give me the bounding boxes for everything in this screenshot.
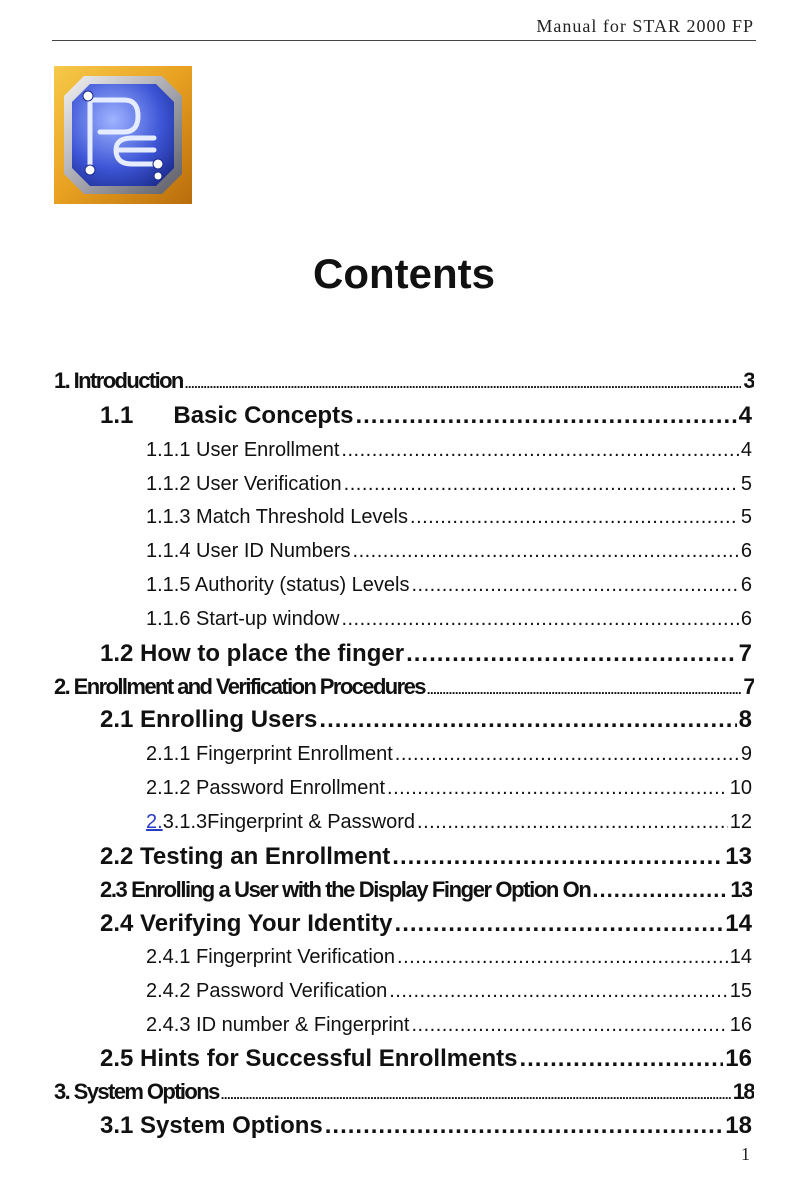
toc-entry[interactable] (146, 811, 752, 834)
toc-entry-link[interactable]: 2. (146, 811, 163, 833)
toc-leader-dots (427, 682, 742, 697)
toc-leader-dots (406, 640, 737, 668)
toc-entry-page: 5 (740, 506, 752, 528)
toc-entry[interactable] (100, 640, 752, 668)
toc-entry-page: 6 (740, 574, 752, 596)
toc-leader-dots (395, 910, 724, 938)
toc-entry-number: 1.1 (100, 402, 134, 429)
toc-leader-dots (355, 402, 736, 430)
toc-leader-dots (221, 1087, 731, 1102)
toc-entry[interactable] (100, 843, 752, 871)
toc-leader-dots (592, 877, 728, 903)
toc-entry-label: 3.1.3Fingerprint & Password (162, 811, 416, 833)
toc-entry-page: 3 (743, 368, 754, 393)
toc-leader-dots (410, 506, 739, 529)
toc-leader-dots (519, 1045, 723, 1073)
toc-entry-label: 2.4.3 ID number & Fingerprint (146, 1014, 410, 1036)
toc-entry[interactable] (100, 706, 752, 734)
toc-entry-label: 1.1.1 User Enrollment (146, 439, 340, 461)
toc-entry-page: 5 (740, 473, 752, 495)
toc-leader-dots (319, 706, 736, 734)
toc-leader-dots (344, 473, 739, 496)
toc-entry[interactable] (54, 1079, 754, 1105)
toc-entry-page: 18 (725, 1112, 752, 1139)
toc-leader-dots (341, 439, 738, 462)
toc-entry-label: 2.4.1 Fingerprint Verification (146, 946, 396, 968)
toc-entry[interactable] (100, 877, 752, 903)
toc-leader-dots (411, 1014, 727, 1037)
toc-entry-page: 16 (725, 1045, 752, 1072)
toc-entry[interactable] (100, 402, 752, 430)
toc-entry[interactable] (146, 608, 752, 631)
toc-leader-dots (417, 811, 728, 834)
toc-leader-dots (397, 946, 728, 969)
toc-entry-label: 1.1.6 Start-up window (146, 608, 340, 630)
toc-leader-dots (353, 540, 739, 563)
toc-entry[interactable] (100, 1045, 752, 1073)
toc-entry-label: 1.2 How to place the finger (100, 640, 405, 667)
toc-entry-page: 4 (738, 402, 752, 429)
toc-entry-label: 2.3 Enrolling a User with the Display Finger Option On (100, 877, 591, 902)
toc-entry-page: 8 (738, 706, 752, 733)
toc-entry[interactable] (146, 743, 752, 766)
toc-entry-label: 1.1.4 User ID Numbers (146, 540, 351, 562)
toc-entry-label: 2.4 Verifying Your Identity (100, 910, 393, 937)
toc-entry[interactable] (146, 946, 752, 969)
toc-entry-label: 2. Enrollment and Verification Procedures (54, 674, 425, 699)
toc-entry-page: 16 (729, 1014, 752, 1036)
toc-entry[interactable] (146, 540, 752, 563)
toc-entry[interactable] (146, 506, 752, 529)
toc-leader-dots (395, 743, 739, 766)
toc-entry[interactable] (146, 439, 752, 462)
toc-entry-page: 15 (729, 980, 752, 1002)
toc-entry[interactable] (100, 910, 752, 938)
toc-entry-label: 2.5 Hints for Successful Enrollments (100, 1045, 518, 1072)
toc-entry-label: 2.4.2 Password Verification (146, 980, 388, 1002)
toc-entry-page: 9 (740, 743, 752, 765)
toc-leader-dots (392, 843, 723, 871)
toc-leader-dots (185, 376, 742, 391)
toc-entry-label: 2.1 Enrolling Users (100, 706, 318, 733)
toc-leader-dots (325, 1112, 724, 1140)
page-number: 1 (741, 1144, 750, 1164)
toc-entry-page: 7 (738, 640, 752, 667)
toc-entry-label: 1.1.3 Match Threshold Levels (146, 506, 409, 528)
toc-entry[interactable] (54, 674, 754, 700)
toc-entry[interactable] (146, 473, 752, 496)
header-title: Manual for STAR 2000 FP (536, 16, 754, 36)
toc-entry-label: 1.1.2 User Verification (146, 473, 342, 495)
header-rule (52, 40, 756, 41)
toc-entry-page: 13 (730, 877, 752, 902)
toc-entry-page: 14 (729, 946, 752, 968)
toc-entry-page: 4 (740, 439, 752, 461)
toc-entry-label: 1. Introduction (54, 368, 183, 393)
toc-entry-page: 14 (725, 910, 752, 937)
toc-entry-page: 10 (729, 777, 752, 799)
toc-entry-label: 2.1.2 Password Enrollment (146, 777, 386, 799)
toc-entry-label: 3. System Options (54, 1079, 219, 1104)
toc-leader-dots (387, 777, 728, 800)
toc-entry-page: 12 (729, 811, 752, 833)
toc-entry[interactable] (146, 1014, 752, 1037)
page-title: Contents (313, 250, 495, 297)
toc-entry[interactable] (146, 777, 752, 800)
toc-entry[interactable] (54, 368, 754, 394)
toc-leader-dots (389, 980, 728, 1003)
toc-leader-dots (411, 574, 738, 597)
toc-entry-label: 2.1.1 Fingerprint Enrollment (146, 743, 393, 765)
toc-entry-label: 3.1 System Options (100, 1112, 323, 1139)
toc-leader-dots (341, 608, 738, 631)
company-logo (54, 66, 192, 204)
toc-entry-label: Basic Concepts (173, 402, 354, 429)
toc-entry-label: 1.1.5 Authority (status) Levels (146, 574, 410, 596)
toc-entry[interactable] (100, 1112, 752, 1140)
toc-entry-label: 2.2 Testing an Enrollment (100, 843, 391, 870)
toc-entry[interactable] (146, 574, 752, 597)
toc-entry-page: 6 (740, 608, 752, 630)
toc-entry-page: 6 (740, 540, 752, 562)
toc-entry-page: 18 (732, 1079, 754, 1104)
toc-entry[interactable] (146, 980, 752, 1003)
toc-entry-page: 13 (725, 843, 752, 870)
toc-entry-page: 7 (743, 674, 754, 699)
